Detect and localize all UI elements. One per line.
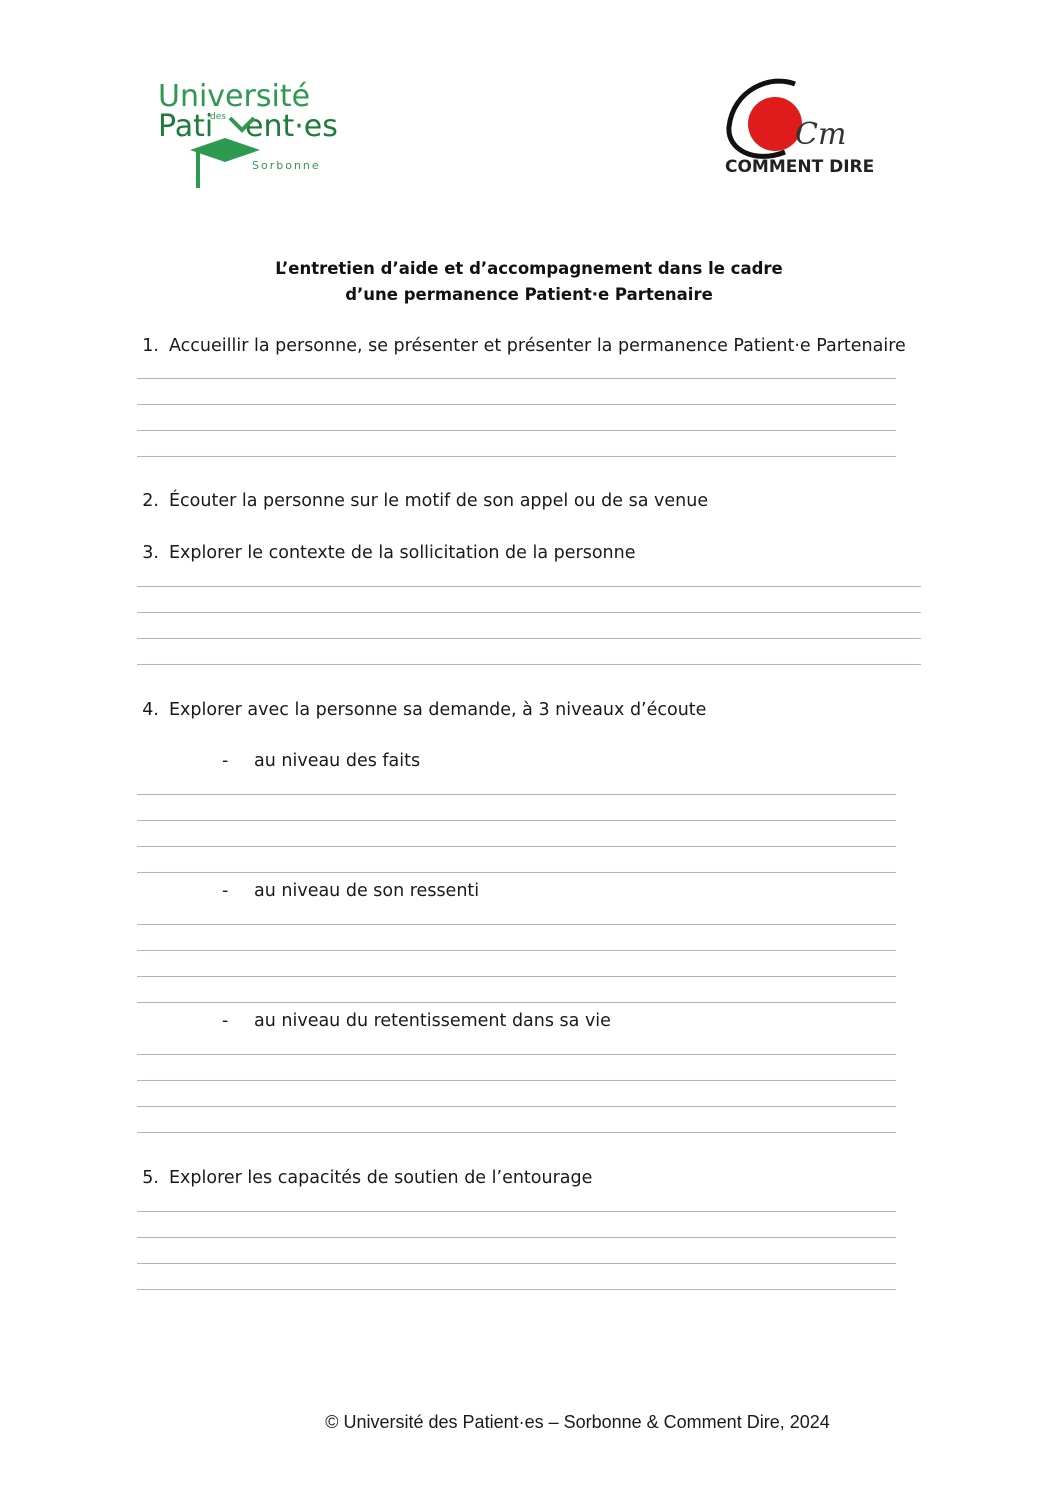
list-item-4 xyxy=(127,700,706,720)
list-item-text: Explorer le contexte de la sollicitation de la personne xyxy=(169,543,636,563)
sub-item-text: au niveau de son ressenti xyxy=(254,881,480,901)
list-item-text: Écouter la personne sur le motif de son appel ou de sa venue xyxy=(169,491,709,511)
list-item-text: Accueillir la personne, se présenter et présenter la permanence Patient·e Partenaire xyxy=(169,336,906,356)
title-line-2: d’une permanence Patient·e Partenaire xyxy=(345,285,713,304)
list-item-2 xyxy=(127,491,708,511)
answer-line[interactable] xyxy=(137,456,896,457)
answer-line[interactable] xyxy=(137,846,896,847)
list-item-text: Explorer avec la personne sa demande, à 3 niveaux d’écoute xyxy=(169,700,707,720)
list-item-number: 1. xyxy=(142,336,159,356)
answer-line[interactable] xyxy=(137,1132,896,1133)
logo-right-monogram: Cm xyxy=(795,117,847,152)
answer-line[interactable] xyxy=(137,1289,896,1290)
answer-line[interactable] xyxy=(137,1080,896,1081)
universite-des-patientes-logo xyxy=(150,78,350,193)
logo-left-des: des xyxy=(210,112,226,122)
sub-item-faits xyxy=(222,751,420,771)
copyright-footer: © Université des Patient·es – Sorbonne & Comment Dire, 2024 xyxy=(325,1412,830,1432)
answer-line[interactable] xyxy=(137,1237,896,1238)
comment-dire-logo xyxy=(715,72,910,182)
answer-line[interactable] xyxy=(137,430,896,431)
logo-right-name: COMMENT DIRE xyxy=(725,157,875,177)
document-title xyxy=(0,256,1058,308)
list-item-1 xyxy=(127,336,906,356)
sub-item-ressenti xyxy=(222,881,479,901)
answer-line[interactable] xyxy=(137,820,896,821)
list-item-number: 5. xyxy=(142,1168,159,1188)
answer-line[interactable] xyxy=(137,950,896,951)
logo-left-sub: Sorbonne xyxy=(252,159,321,172)
answer-line[interactable] xyxy=(137,924,896,925)
answer-line[interactable] xyxy=(137,976,896,977)
list-item-number: 3. xyxy=(142,543,159,563)
logo-left-line2a: Pati xyxy=(158,109,214,144)
list-item-text: Explorer les capacités de soutien de l’entourage xyxy=(169,1168,593,1188)
answer-line[interactable] xyxy=(137,404,896,405)
answer-line[interactable] xyxy=(137,586,921,587)
logo-left-line2b: ent·es xyxy=(245,109,338,144)
answer-line[interactable] xyxy=(137,794,896,795)
answer-line[interactable] xyxy=(137,1211,896,1212)
sub-item-bullet: - xyxy=(222,751,229,771)
list-item-5 xyxy=(127,1168,592,1188)
list-item-3 xyxy=(127,543,635,563)
answer-line[interactable] xyxy=(137,664,921,665)
sub-item-text: au niveau du retentissement dans sa vie xyxy=(254,1011,611,1031)
list-item-number: 4. xyxy=(142,700,159,720)
sub-item-text: au niveau des faits xyxy=(254,751,421,771)
sub-item-retentissement xyxy=(222,1011,611,1031)
title-line-1: L’entretien d’aide et d’accompagnement dans le cadre xyxy=(275,259,783,278)
answer-line[interactable] xyxy=(137,872,896,873)
answer-line[interactable] xyxy=(137,1106,896,1107)
answer-line[interactable] xyxy=(137,612,921,613)
answer-line[interactable] xyxy=(137,1002,896,1003)
answer-line[interactable] xyxy=(137,1263,896,1264)
logo-left-line1: Université xyxy=(158,79,311,114)
sub-item-bullet: - xyxy=(222,881,229,901)
answer-line[interactable] xyxy=(137,378,896,379)
answer-line[interactable] xyxy=(137,1054,896,1055)
answer-line[interactable] xyxy=(137,638,921,639)
sub-item-bullet: - xyxy=(222,1011,229,1031)
list-item-number: 2. xyxy=(142,491,159,511)
